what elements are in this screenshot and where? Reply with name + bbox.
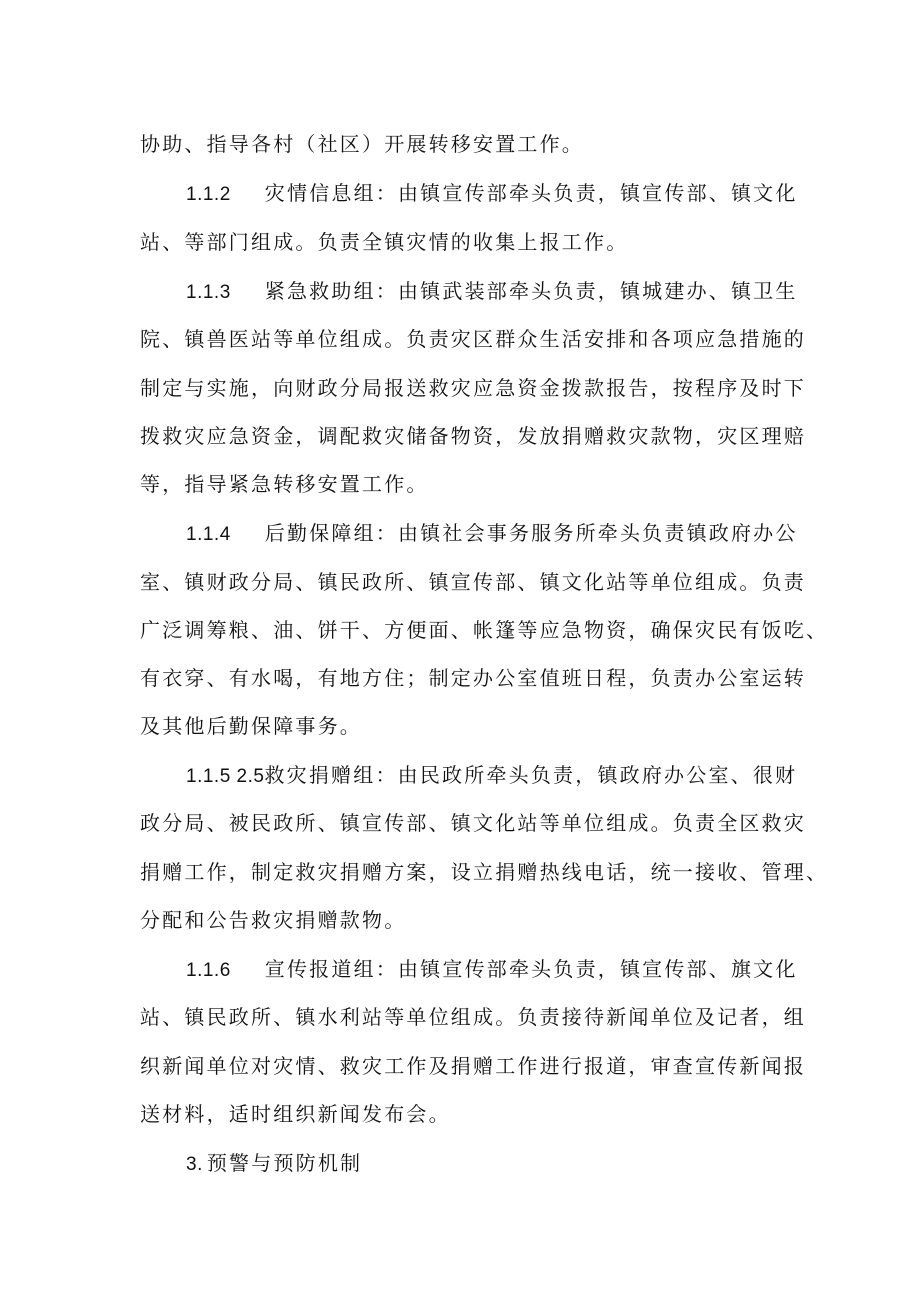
paragraph-line: 及其他后勤保障事务。 bbox=[140, 714, 362, 738]
paragraph-line: 送材料，适时组织新闻发布会。 bbox=[140, 1102, 451, 1126]
paragraph-first-line bbox=[186, 176, 798, 210]
section-heading-text: 预警与预防机制 bbox=[206, 1151, 363, 1175]
paragraph-line: 站、镇民政所、镇水利站等单位组成。负责接待新闻单位及记者，组 bbox=[140, 1005, 806, 1029]
paragraph-text: 紧急救助组：由镇武装部牵头负责，镇城建办、镇卫生 bbox=[264, 279, 798, 303]
paragraph-line: 制定与实施，向财政分局报送救灾应急资金拨款报告，按程序及时下 bbox=[140, 376, 806, 400]
paragraph-text: 灾情信息组：由镇宣传部牵头负责，镇宣传部、镇文化 bbox=[264, 181, 798, 205]
section-number: 1.1.3 bbox=[186, 282, 231, 303]
paragraph-first-line bbox=[186, 758, 798, 792]
paragraph-first-line bbox=[186, 274, 798, 308]
paragraph-line: 拨救灾应急资金，调配救灾储备物资，发放捐赠救灾款物，灾区理赔 bbox=[140, 424, 806, 448]
section-heading-number: 3. bbox=[186, 1154, 203, 1175]
paragraph-line: 室、镇财政分局、镇民政所、镇宣传部、镇文化站等单位组成。负责 bbox=[140, 570, 806, 594]
paragraph-line: 广泛调筹粮、油、饼干、方便面、帐篷等应急物资，确保灾民有饭吃、 bbox=[140, 618, 829, 642]
paragraph-line: 有衣穿、有水喝，有地方住；制定办公室值班日程，负责办公室运转 bbox=[140, 666, 806, 690]
section-number: 1.1.4 bbox=[186, 524, 231, 545]
paragraph-text: 后勤保障组：由镇社会事务服务所牵头负责镇政府办公 bbox=[264, 521, 798, 545]
paragraph-first-line bbox=[186, 516, 798, 550]
paragraph-line: 捐赠工作，制定救灾捐赠方案，设立捐赠热线电话，统一接收、管理、 bbox=[140, 860, 829, 884]
paragraph-line: 站、等部门组成。负责全镇灾情的收集上报工作。 bbox=[140, 230, 629, 254]
paragraph-text: 宣传报道组：由镇宣传部牵头负责，镇宣传部、旗文化 bbox=[264, 957, 798, 981]
paragraph-line: 政分局、被民政所、镇宣传部、镇文化站等单位组成。负责全区救灾 bbox=[140, 811, 806, 835]
section-number: 1.1.6 bbox=[186, 960, 231, 981]
paragraph-text: 救灾捐赠组：由民政所牵头负责，镇政府办公室、很财 bbox=[264, 763, 798, 787]
paragraph-line: 协助、指导各村（社区）开展转移安置工作。 bbox=[140, 132, 584, 156]
paragraph-line: 织新闻单位对灾情、救灾工作及捐赠工作进行报道，审查宣传新闻报 bbox=[140, 1054, 806, 1078]
paragraph-first-line bbox=[186, 952, 798, 986]
paragraph-line: 等，指导紧急转移安置工作。 bbox=[140, 472, 429, 496]
section-number: 1.1.5 2.5 bbox=[186, 766, 265, 787]
paragraph-line: 院、镇兽医站等单位组成。负责灾区群众生活安排和各项应急措施的 bbox=[140, 327, 806, 351]
section-heading bbox=[186, 1146, 836, 1180]
section-number: 1.1.2 bbox=[186, 184, 231, 205]
paragraph-line: 分配和公告救灾捐赠款物。 bbox=[140, 908, 407, 932]
